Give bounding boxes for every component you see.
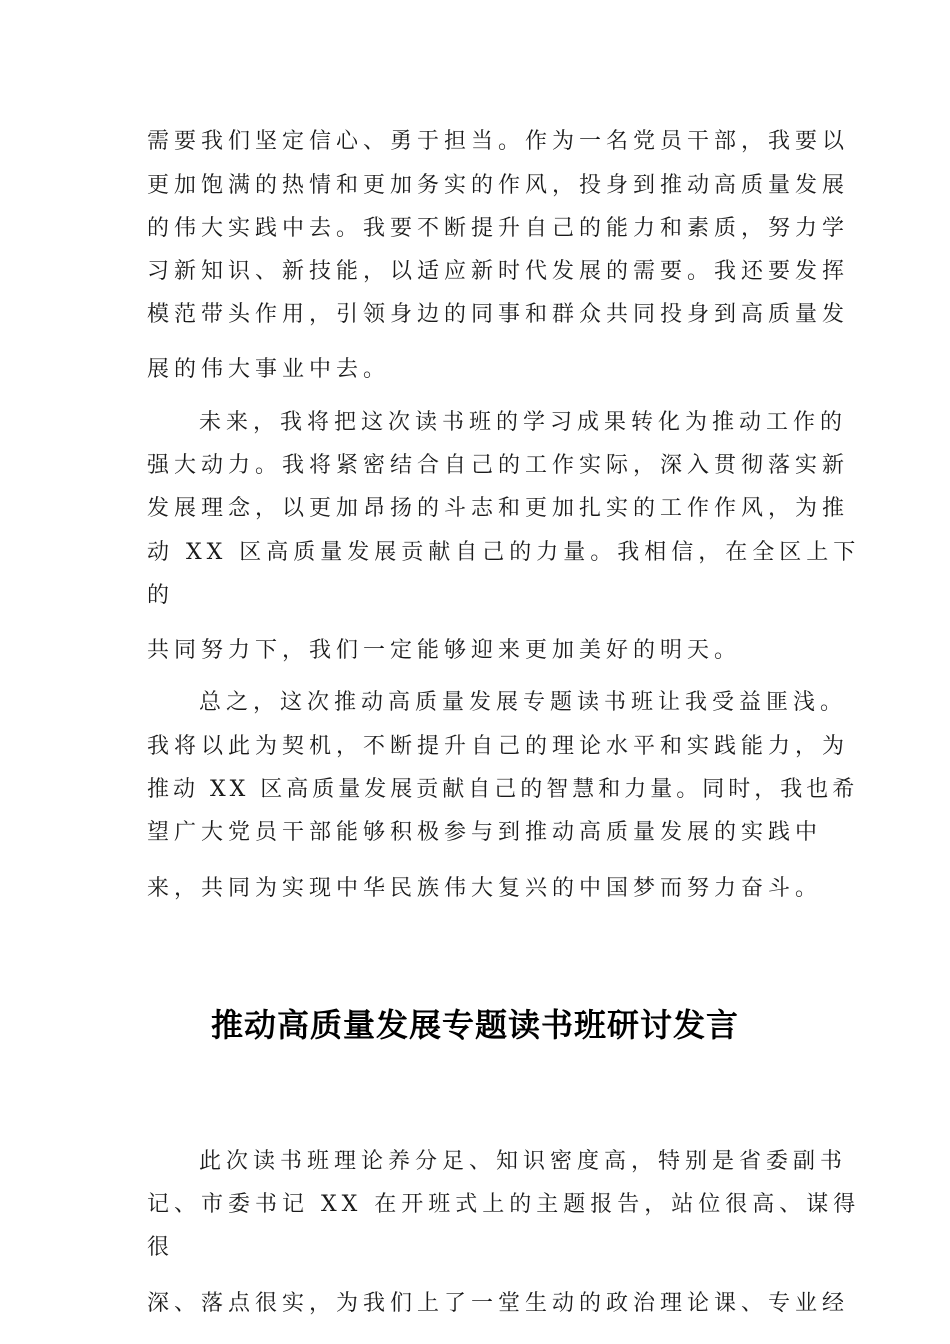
text-line: 的: [147, 583, 175, 608]
text-line: 我将以此为契机，不断提升自己的理论水平和实践能力，为: [147, 734, 850, 759]
text-line: 望广大党员干部能够积极参与到推动高质量发展的实践中: [147, 820, 823, 845]
text-line: 需要我们坚定信心、勇于担当。作为一名党员干部，我要以: [147, 129, 850, 154]
text-line: 更加饱满的热情和更加务实的作风，投身到推动高质量发展: [147, 173, 850, 198]
text-line: 模范带头作用，引领身边的同事和群众共同投身到高质量发: [147, 302, 850, 327]
text-line: 习新知识、新技能，以适应新时代发展的需要。我还要发挥: [147, 259, 850, 284]
text-line: 此次读书班理论养分足、知识密度高，特别是省委副书: [199, 1149, 848, 1174]
text-line: 发展理念，以更加昂扬的斗志和更加扎实的工作作风，为推: [147, 496, 850, 521]
text-line: 总之，这次推动高质量发展专题读书班让我受益匪浅。: [199, 690, 848, 715]
section-heading: 推动高质量发展专题读书班研讨发言: [210, 1006, 739, 1044]
text-line: 深、落点很实，为我们上了一堂生动的政治理论课、专业经: [147, 1291, 850, 1316]
text-line: 动 XX 区高质量发展贡献自己的力量。我相信，在全区上下: [147, 540, 861, 565]
text-line: 推动 XX 区高质量发展贡献自己的智慧和力量。同时，我也希: [147, 777, 859, 802]
text-line: 很: [147, 1235, 175, 1260]
text-line: 来，共同为实现中华民族伟大复兴的中国梦而努力奋斗。: [147, 876, 823, 901]
text-line: 记、市委书记 XX 在开班式上的主题报告，站位很高、谋得: [147, 1192, 861, 1217]
text-line: 未来，我将把这次读书班的学习成果转化为推动工作的: [199, 410, 848, 435]
text-line: 强大动力。我将紧密结合自己的工作实际，深入贯彻落实新: [147, 453, 850, 478]
text-line: 展的伟大事业中去。: [147, 357, 391, 382]
text-line: 共同努力下，我们一定能够迎来更加美好的明天。: [147, 638, 742, 663]
text-line: 的伟大实践中去。我要不断提升自己的能力和素质，努力学: [147, 216, 850, 241]
